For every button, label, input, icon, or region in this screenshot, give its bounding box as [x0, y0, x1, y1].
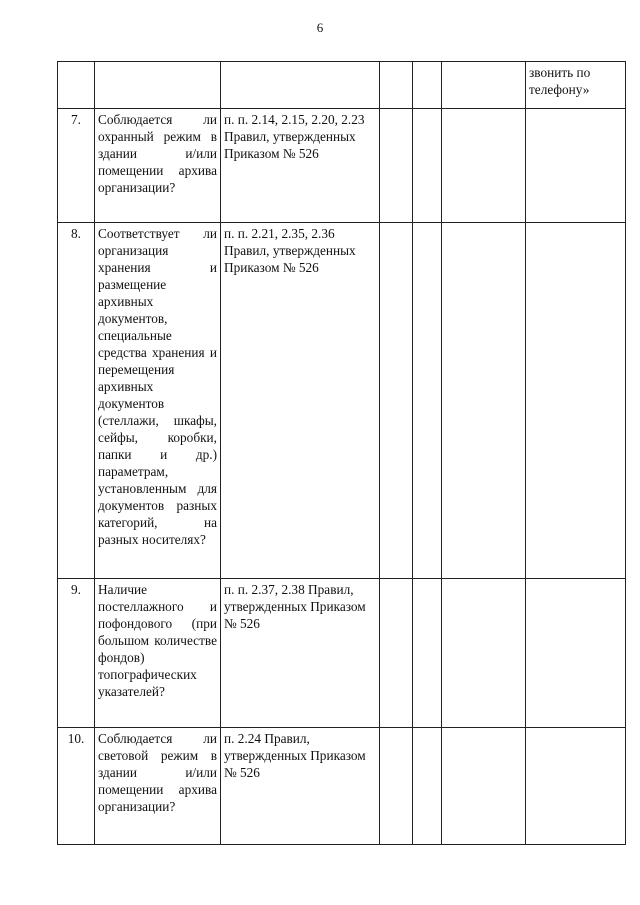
cell-no: [413, 728, 442, 845]
cell-no: [413, 223, 442, 579]
table-row: [58, 579, 626, 728]
cell-yes: [380, 728, 413, 845]
cell-yes: [380, 579, 413, 728]
cell-na: [442, 62, 526, 109]
row-number: 9.: [58, 579, 95, 728]
cell-note: [526, 109, 626, 223]
cell-na: [442, 223, 526, 579]
cell-question: [95, 62, 221, 109]
row-number: 7.: [58, 109, 95, 223]
row-reference: п. п. 2.37, 2.38 Правил, утвержденных Приказом № 526: [221, 579, 380, 728]
row-question: Соответствует ли организация хранения и размещение архивных документов, специальные средства хранения и перемещения архивных документов (стеллажи, шкафы, сейфы, коробки, папки и др.) параметрам, установленным для документов разных категорий, на разных носителях?: [95, 223, 221, 579]
row-reference: п. п. 2.21, 2.35, 2.36 Правил, утвержденных Приказом № 526: [221, 223, 380, 579]
table-row-continuation: [58, 62, 626, 109]
cell-reference: [221, 62, 380, 109]
table-row: [58, 728, 626, 845]
cell-note: [526, 579, 626, 728]
table-row: [58, 223, 626, 579]
cell-no: [413, 109, 442, 223]
row-question: Наличие постеллажного и пофондового (при большом количестве фондов) топографических указателей?: [95, 579, 221, 728]
cell-yes: [380, 223, 413, 579]
cell-note: [526, 223, 626, 579]
row-question: Соблюдается ли охранный режим в здании и/или помещении архива организации?: [95, 109, 221, 223]
continuation-text: звонить по телефону»: [529, 65, 591, 97]
cell-no: [413, 62, 442, 109]
checklist-table: [57, 61, 626, 845]
cell-note: [526, 62, 626, 109]
page-number: 6: [316, 20, 324, 35]
cell-yes: [380, 62, 413, 109]
cell-num: [58, 62, 95, 109]
row-reference: п. п. 2.14, 2.15, 2.20, 2.23 Правил, утвержденных Приказом № 526: [221, 109, 380, 223]
row-reference: п. 2.24 Правил, утвержденных Приказом № 526: [221, 728, 380, 845]
table-row: [58, 109, 626, 223]
row-number: 10.: [58, 728, 95, 845]
cell-na: [442, 109, 526, 223]
row-question: Соблюдается ли световой режим в здании и/или помещении архива организации?: [95, 728, 221, 845]
cell-note: [526, 728, 626, 845]
cell-na: [442, 728, 526, 845]
cell-na: [442, 579, 526, 728]
cell-yes: [380, 109, 413, 223]
cell-no: [413, 579, 442, 728]
row-number: 8.: [58, 223, 95, 579]
